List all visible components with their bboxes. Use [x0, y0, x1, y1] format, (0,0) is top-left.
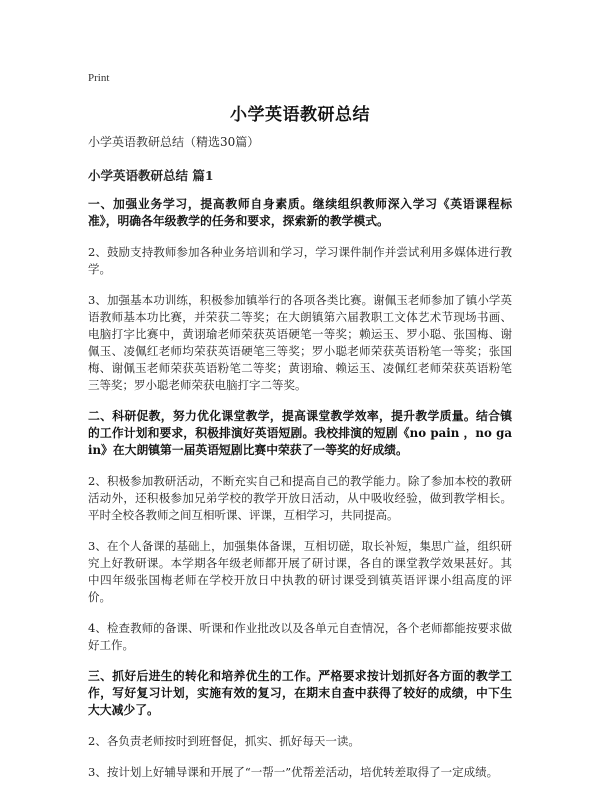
document-body	[88, 134, 512, 795]
paragraph-1: 一、加强业务学习，提高教师自身素质。继续组织教师深入学习《英语课程标准》，明确各年级教学的任务和要求，探索新的教学模式。	[88, 197, 512, 228]
document-subtitle: 小学英语教研总结（精选30篇）	[88, 135, 260, 149]
paragraph-9: 2、各负责老师按时到班督促，抓实、抓好每天一读。	[88, 734, 360, 748]
paragraph-6: 3、在个人备课的基础上，加强集体备课，互相切磋，取长补短，集思广益，组织研究上好教研课。本学期各年级老师都开展了研讨课，各自的课堂教学效果甚好。其中四年级张国梅老师在学校开放日中执教的研讨课受到镇英语评课小组高度的评价。	[88, 539, 512, 604]
paragraph-8: 三、抓好后进生的转化和培养优生的工作。严格要求按计划抓好各方面的教学工作，写好复习计划，实施有效的复习，在期末自查中获得了较好的成绩，中下生大大减少了。	[88, 669, 512, 717]
section-heading: 小学英语教研总结 篇1	[88, 168, 214, 183]
paragraph-7: 4、检查教师的备课、听课和作业批改以及各单元自查情况，各个老师都能按要求做好工作。	[88, 621, 512, 652]
paragraph-4: 二、科研促教，努力优化课堂教学，提高课堂教学效率，提升教学质量。结合镇的工作计划和要求，积极排演好英语短剧。我校排演的短剧《no pain ，no gain》在大朗镇第一届英语短剧比赛中荣获了一等奖的好成绩。	[88, 409, 512, 457]
paragraph-10: 3、按计划上好辅导课和开展了“一帮一”优帮差活动，培优转差取得了一定成绩。	[88, 765, 499, 779]
paragraph-2: 2、鼓励支持教师参加各种业务培训和学习，学习课件制作并尝试利用多媒体进行教学。	[88, 245, 512, 276]
print-link[interactable]: Print	[88, 72, 110, 84]
paragraph-5: 2、积极参加教研活动，不断充实自己和提高自己的教学能力。除了参加本校的教研活动外，还积极参加兄弟学校的教学开放日活动，从中吸收经验，做到教学相长。平时全校各教师之间互相听课、评课，互相学习，共同提高。	[88, 474, 512, 522]
document-title: 小学英语教研总结	[230, 105, 370, 125]
paragraph-3: 3、加强基本功训练，积极参加镇举行的各项各类比赛。谢佩玉老师参加了镇小学英语教师基本功比赛，并荣获二等奖；在大朗镇第六届教职工文体艺术节现场书画、电脑打字比赛中，黄诩瑜老师荣获英语硬笔一等奖；赖运玉、罗小聪、张国梅、谢佩玉、凌佩红老师均荣获英语硬笔三等奖；罗小聪老师荣获英语粉笔一等奖；张国梅、谢佩玉老师荣获英语粉笔二等奖；黄诩瑜、赖运玉、凌佩红老师荣获英语粉笔三等奖；罗小聪老师荣获电脑打字二等奖。	[88, 293, 512, 392]
